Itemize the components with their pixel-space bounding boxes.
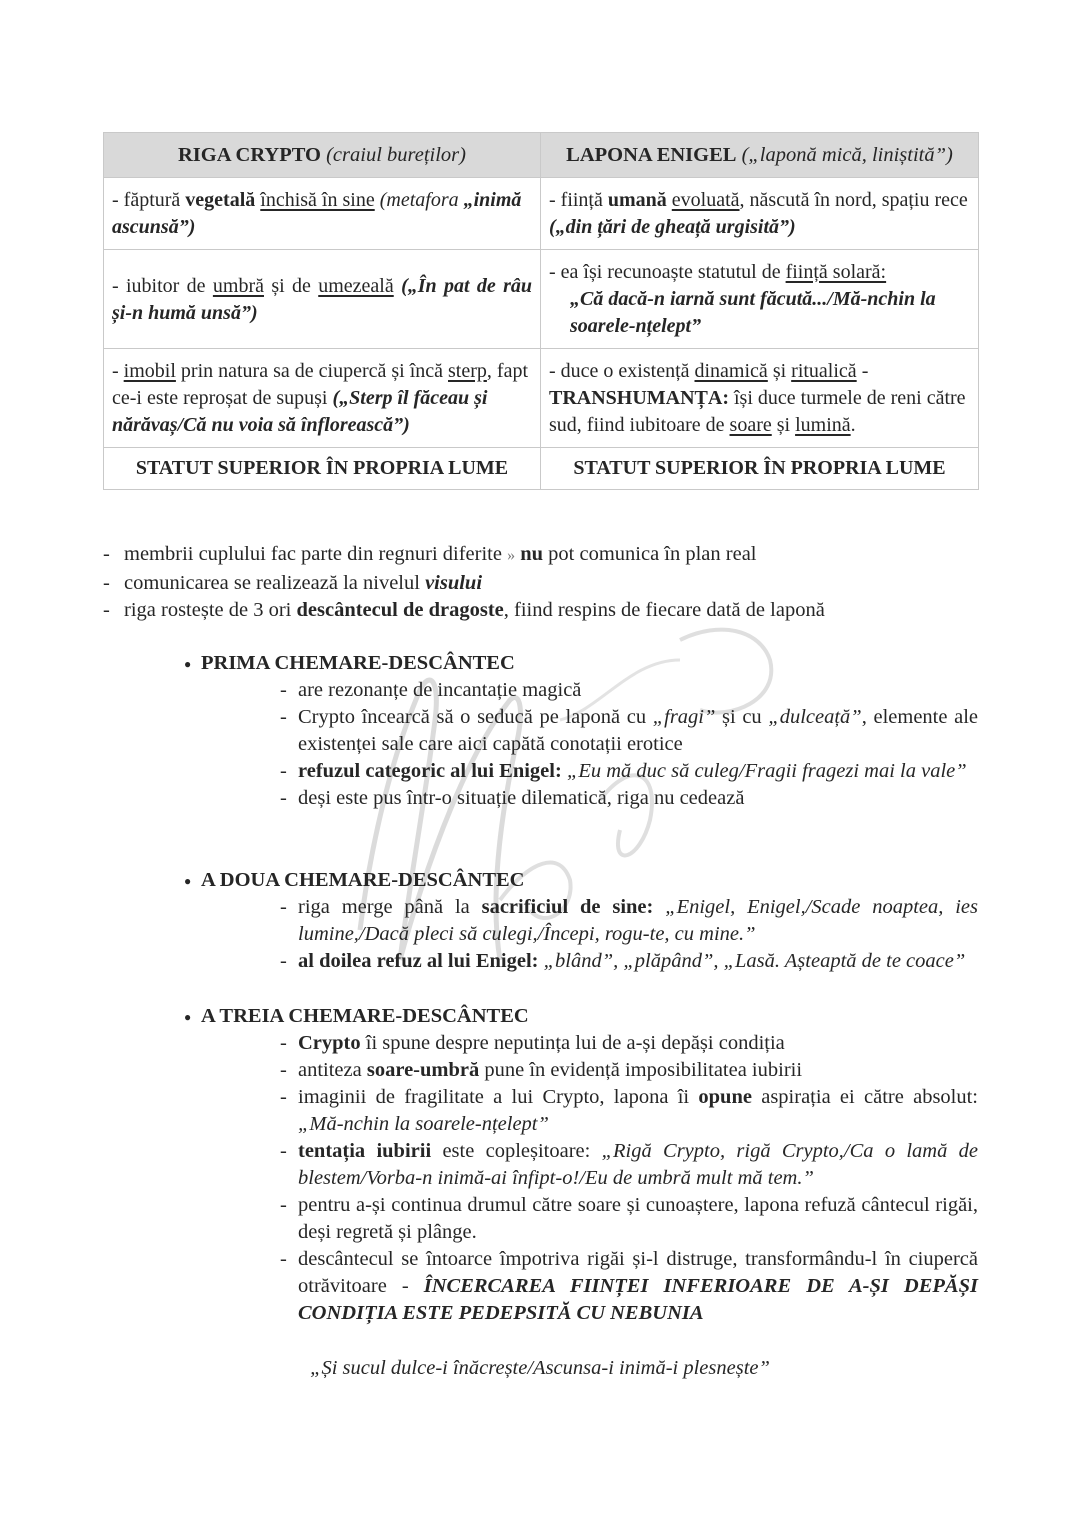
list-item: - membrii cuplului fac parte din regnuri diferite » nu pot comunica în plan real (103, 541, 983, 570)
section-first-call (184, 650, 978, 812)
section-title: ● PRIMA CHEMARE-DESCÂNTEC (184, 650, 978, 677)
list-item: - deși este pus într-o situație dilematică, riga nu cedează (280, 785, 978, 812)
list-item: - comunicarea se realizează la nivelul visului (103, 570, 983, 598)
list-item: - riga merge până la sacrificiul de sine: „Enigel, Enigel,/Scade noaptea, ies lumine,/Dacă pleci să culegi,/Începi, rogu-te, cu mine.” (280, 894, 978, 948)
list-item: - tentația iubirii este copleșitoare: „Rigă Crypto, rigă Crypto,/Ca o lamă de blestem/Vorba-n inimă-ai înfipt-o!/Eu de umbră mult mă tem.” (280, 1138, 978, 1192)
list-item: - Crypto încearcă să o seducă pe laponă cu „fragi” și cu „dulceață”, elemente ale existenței sale care aici capătă conotații erotice (280, 704, 978, 758)
section-title: ● A DOUA CHEMARE-DESCÂNTEC (184, 867, 978, 894)
list-item: - antiteza soare-umbră pune în evidență imposibilitatea iubirii (280, 1057, 978, 1084)
comparison-table (103, 132, 979, 490)
section-second-call (184, 867, 978, 975)
closing-quote: „Și sucul dulce-i înăcrește/Ascunsa-i inimă-i plesnește” (310, 1357, 770, 1379)
table-cell: - ființă umană evoluată, născută în nord, spațiu rece („din țări de gheață urgisită”) (541, 178, 979, 250)
section-third-call (184, 1003, 978, 1327)
list-item: - riga rostește de 3 ori descântecul de dragoste, fiind respins de fiecare dată de laponă (103, 597, 983, 625)
table-footer-row (104, 448, 979, 490)
table-row (104, 250, 979, 349)
list-item: - descântecul se întoarce împotriva rigăi și-l distruge, transformându-l în ciupercă otrăvitoare - ÎNCERCAREA FIINȚEI INFERIOARE DE A-ȘI DEPĂȘI CONDIȚIA ESTE PEDEPSITĂ CU NEBUNIA (280, 1246, 978, 1327)
header-cell-lapona: LAPONA ENIGEL („laponă mică, liniștită”) (541, 133, 979, 178)
header-cell-riga: RIGA CRYPTO (craiul bureților) (104, 133, 541, 178)
table-row (104, 349, 979, 448)
footer-cell-lapona: STATUT SUPERIOR ÎN PROPRIA LUME (541, 448, 979, 490)
table-header-row (104, 133, 979, 178)
table-cell: - ea își recunoaște statutul de ființă solară: „Că dacă-n iarnă sunt făcută.../Mă-nchin la soarele-nțelept” (541, 250, 979, 349)
section-title: ● A TREIA CHEMARE-DESCÂNTEC (184, 1003, 978, 1030)
list-item: - Crypto îi spune despre neputința lui de a-și depăși condiția (280, 1030, 978, 1057)
table-cell: - iubitor de umbră și de umezeală („În pat de râu și-n humă unsă”) (104, 250, 541, 349)
list-item: - pentru a-și continua drumul către soare și cunoaștere, lapona refuză cântecul rigăi, deși regretă și plânge. (280, 1192, 978, 1246)
footer-cell-riga: STATUT SUPERIOR ÎN PROPRIA LUME (104, 448, 541, 490)
table-cell: - duce o existență dinamică și ritualică - TRANSHUMANȚA: își duce turmele de reni către sud, fiind iubitoare de soare și lumină. (541, 349, 979, 448)
list-item: - are rezonanțe de incantație magică (280, 677, 978, 704)
list-item: - imaginii de fragilitate a lui Crypto, lapona îi opune aspirația ei către absolut: „Mă-nchin la soarele-nțelept” (280, 1084, 978, 1138)
table-cell: - făptură vegetală închisă în sine (metafora „inimă ascunsă”) (104, 178, 541, 250)
table-row (104, 178, 979, 250)
list-item: - al doilea refuz al lui Enigel: „blând”, „plăpând”, „Lasă. Așteaptă de te coace” (280, 948, 978, 975)
table-cell: - imobil prin natura sa de ciupercă și încă sterp, fapt ce-i este reproșat de supuși („Sterp îl făceau și nărăvaș/Că nu voia să înflorească”) (104, 349, 541, 448)
list-item: - refuzul categoric al lui Enigel: „Eu mă duc să culeg/Fragii fragezi mai la vale” (280, 758, 978, 785)
summary-list (103, 541, 983, 625)
arrow-icon: » (507, 547, 516, 564)
